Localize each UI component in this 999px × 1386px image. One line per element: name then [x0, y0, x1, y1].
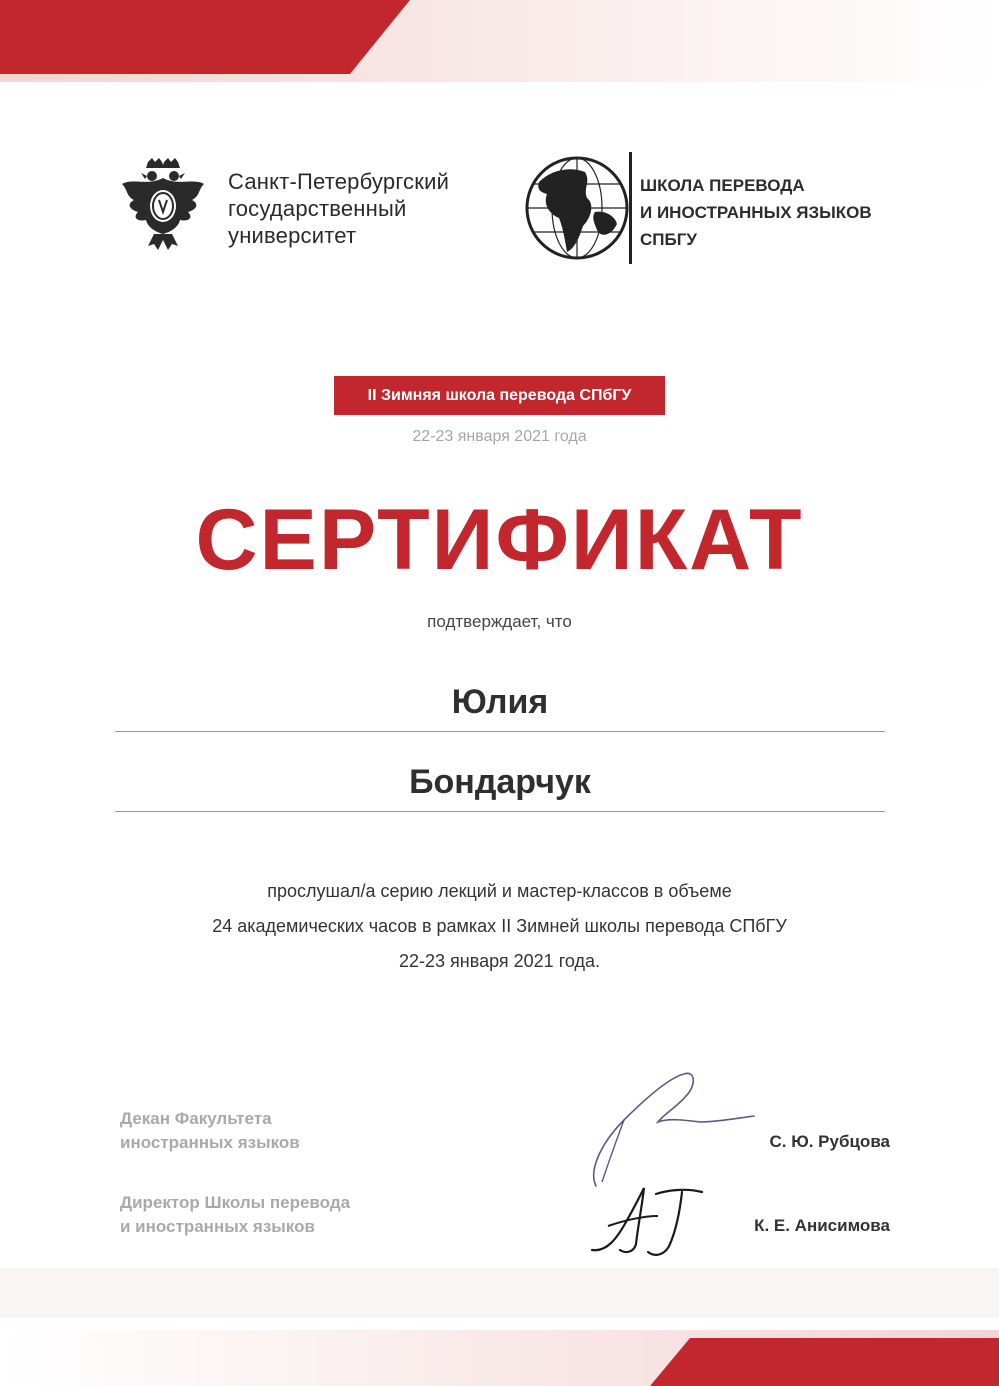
dean-signature — [588, 1066, 758, 1194]
certificate-title: СЕРТИФИКАТ — [195, 492, 804, 588]
event-badge: II Зимняя школа перевода СПбГУ — [334, 376, 665, 415]
double-headed-eagle-emblem-icon — [118, 156, 208, 252]
recipient-last-name: Бондарчук — [115, 756, 885, 812]
bottom-red-band — [650, 1338, 999, 1386]
spbu-logo — [118, 156, 458, 256]
globe-icon — [525, 152, 635, 264]
confirms-text: подтверждает, что — [427, 612, 572, 631]
university-name: Санкт-Петербургский государственный университет — [228, 169, 450, 248]
certificate-description: прослушал/а серию лекций и мастер-классов в объеме 24 академических часов в рамках II Зимней школы перевода СПбГУ 22-23 января 2021 года. — [212, 881, 787, 971]
recipient-first-name: Юлия — [115, 676, 885, 732]
director-name: К. Е. Анисимова — [754, 1216, 890, 1235]
top-red-band — [0, 0, 410, 74]
event-date: 22-23 января 2021 года — [412, 428, 587, 445]
director-signature — [586, 1180, 716, 1262]
translation-school-logo — [525, 150, 895, 268]
school-name: ШКОЛА ПЕРЕВОДА И ИНОСТРАННЫХ ЯЗЫКОВ СПБГУ — [640, 176, 872, 249]
director-role: Директор Школы перевода и иностранных языков — [120, 1193, 351, 1236]
dean-role: Декан Факультета иностранных языков — [120, 1109, 300, 1152]
dean-name: С. Ю. Рубцова — [769, 1132, 890, 1151]
